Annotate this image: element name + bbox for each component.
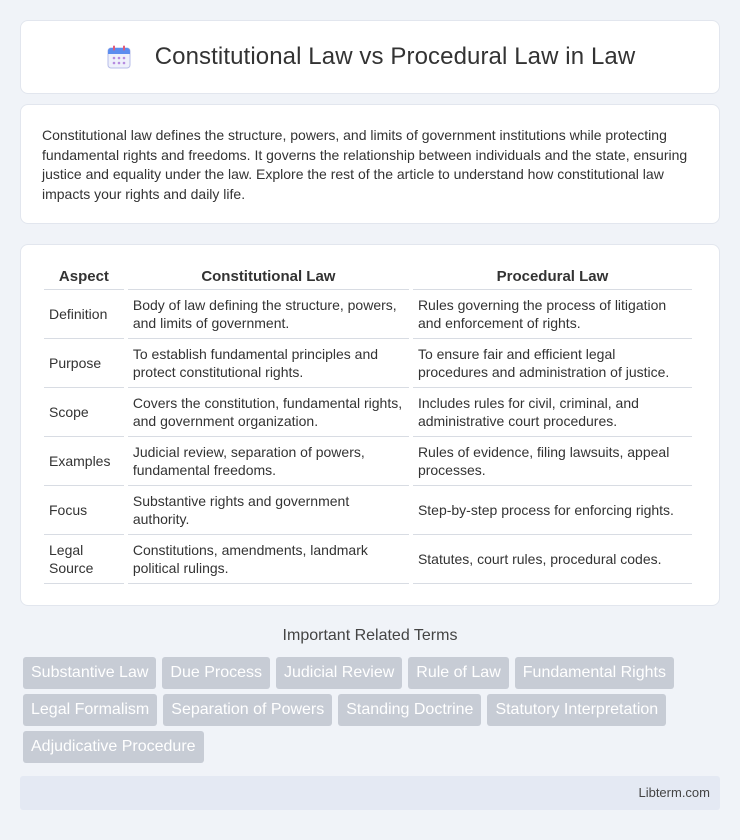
footer-link[interactable]: Libterm.com [638, 785, 710, 800]
table-header-row [44, 266, 692, 290]
header-constitutional: Constitutional Law [128, 266, 409, 290]
calendar-icon [105, 43, 133, 71]
term-tag[interactable]: Separation of Powers [163, 694, 332, 726]
table-row [44, 290, 692, 339]
term-tag[interactable]: Standing Doctrine [338, 694, 481, 726]
page-title: Constitutional Law vs Procedural Law in Law [154, 43, 636, 70]
table-row [44, 486, 692, 535]
intro-card [20, 104, 720, 224]
row-constitutional: To establish fundamental principles and protect constitutional rights. [128, 339, 409, 388]
row-constitutional: Judicial review, separation of powers, fundamental freedoms. [128, 437, 409, 486]
row-aspect: Focus [44, 486, 124, 535]
table-row [44, 535, 692, 584]
comparison-card [20, 244, 720, 606]
row-procedural: Rules of evidence, filing lawsuits, appeal processes. [413, 437, 692, 486]
intro-text: Constitutional law defines the structure, powers, and limits of government institutions while protecting fundamental rights and freedoms. It governs the relationship between individuals and the state, ensuring justice and equality under the law. Explore the rest of the article to understand how constitutional law impacts your rights and daily life. [42, 127, 688, 202]
row-procedural: Statutes, court rules, procedural codes. [413, 535, 692, 584]
term-tag[interactable]: Fundamental Rights [515, 657, 674, 689]
term-tag[interactable]: Adjudicative Procedure [23, 731, 204, 763]
term-tag[interactable]: Rule of Law [408, 657, 509, 689]
related-terms-title: Important Related Terms [282, 627, 458, 644]
term-tag[interactable]: Legal Formalism [23, 694, 157, 726]
row-aspect: Examples [44, 437, 124, 486]
table-row [44, 339, 692, 388]
row-aspect: Legal Source [44, 535, 124, 584]
row-procedural: Rules governing the process of litigation and enforcement of rights. [413, 290, 692, 339]
header-aspect: Aspect [44, 266, 124, 290]
header-card [20, 20, 720, 94]
row-aspect: Scope [44, 388, 124, 437]
related-terms-list [23, 657, 723, 768]
header-procedural: Procedural Law [413, 266, 692, 290]
row-procedural: To ensure fair and efficient legal procedures and administration of justice. [413, 339, 692, 388]
term-tag[interactable]: Substantive Law [23, 657, 156, 689]
row-constitutional: Substantive rights and government authority. [128, 486, 409, 535]
row-procedural: Step-by-step process for enforcing rights. [413, 486, 692, 535]
comparison-table [40, 266, 696, 584]
row-constitutional: Constitutions, amendments, landmark political rulings. [128, 535, 409, 584]
footer [20, 776, 720, 810]
term-tag[interactable]: Judicial Review [276, 657, 402, 689]
row-constitutional: Covers the constitution, fundamental rights, and government organization. [128, 388, 409, 437]
row-aspect: Purpose [44, 339, 124, 388]
term-tag[interactable]: Due Process [162, 657, 270, 689]
row-constitutional: Body of law defining the structure, powers, and limits of government. [128, 290, 409, 339]
table-row [44, 437, 692, 486]
term-tag[interactable]: Statutory Interpretation [487, 694, 666, 726]
row-procedural: Includes rules for civil, criminal, and administrative court procedures. [413, 388, 692, 437]
row-aspect: Definition [44, 290, 124, 339]
table-row [44, 388, 692, 437]
